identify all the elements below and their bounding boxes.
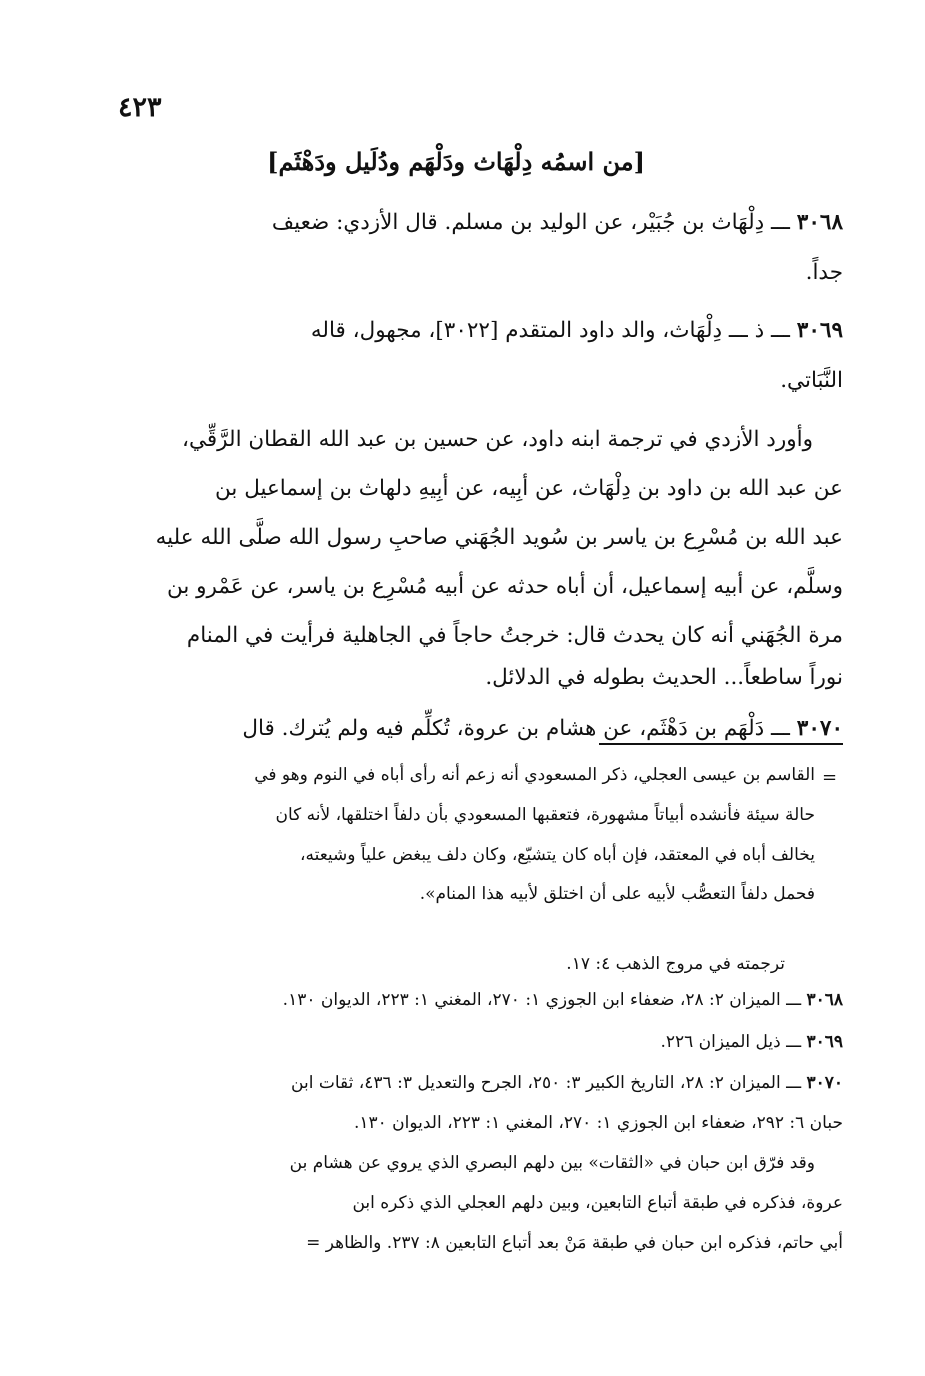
paragraph-line-1: وأورد الأزدي في ترجمة ابنه داود، عن حسين بن عبد الله القطان الرَّقِّي، — [182, 427, 813, 452]
footnote-3070-line-2: حبان ٦: ٢٩٢، ضعفاء ابن الجوزي ١: ٢٧٠، المغني ١: ٢٢٣، الديوان ١٣٠. — [353, 1113, 843, 1133]
footnote-number: ٣٠٦٩ — [806, 1032, 843, 1052]
footnote-cont-line-3: يخالف أباه في المعتقد، فإن أباه كان يتشيّع، وكان دلف يبغض علياً وشيعته، — [300, 845, 815, 865]
entry-number: ٣٠٧٠ — [796, 716, 843, 741]
paragraph-line-6: نوراً ساطعاً... الحديث بطوله في الدلائل. — [485, 665, 843, 690]
footnote-text: ـــ الميزان ٢: ٢٨، التاريخ الكبير ٣: ٢٥٠، الجرح والتعديل ٣: ٤٣٦، ثقات ابن — [291, 1073, 802, 1093]
entry-text: ـــ دَلْهَم بن دَهْثَم، عن هشام بن عروة، تُكلِّم فيه ولم يُترك. قال — [242, 716, 790, 741]
footnote-number: ٣٠٧٠ — [806, 1073, 843, 1093]
paragraph-line-3: عبد الله بن مُسْرِع بن ياسر بن سُويد الجُهَني صاحبِ رسول الله صلَّى الله عليه — [155, 525, 843, 550]
page-number: ٤٢٣ — [118, 92, 162, 123]
footnote-cont-line-2: حالة سيئة فأنشده أبياتاً مشهورة، فتعقبها المسعودي بأن دلفاً اختلقها، لأنه كان — [275, 805, 815, 825]
footnote-text: ـــ ذيل الميزان ٢٢٦. — [660, 1032, 802, 1052]
footnote-3070-line-3: وقد فرّق ابن حبان في «الثقات» بين دلهم البصري الذي يروي عن هشام بن — [289, 1153, 815, 1173]
entry-3069-line-2: النَّبَاتي. — [780, 368, 843, 393]
entry-3069-line-1 — [311, 320, 843, 342]
footnote-3068 — [283, 992, 843, 1009]
entry-3068-line-1 — [272, 212, 843, 234]
footnote-cont-line-5: ترجمته في مروج الذهب ٤: ١٧. — [566, 954, 785, 974]
footnote-number: ٣٠٦٨ — [806, 990, 843, 1010]
paragraph-line-2: عن عبد الله بن داود بن دِلْهَاث، عن أبِيه، عن أبِيهِ دلهاث بن إسماعيل بن — [215, 476, 843, 501]
footnote-cont-line-1: القاسم بن عيسى العجلي، ذكر المسعودي أنه زعم أنه رأى أباه في النوم وهو في — [254, 765, 815, 785]
entry-3068-line-2: جداً. — [805, 260, 843, 285]
footnote-separator — [599, 743, 843, 745]
paragraph-line-5: مرة الجُهَني أنه كان يحدث قال: خرجتُ حاجاً في الجاهلية فرأيت في المنام — [186, 623, 843, 648]
footnote-cont-line-4: فحمل دلفاً التعصُّب لأبيه على أن اختلق لأبيه هذا المنام». — [419, 884, 815, 904]
entry-3070-line-1 — [242, 718, 843, 740]
entry-number: ٣٠٦٨ — [796, 210, 843, 235]
entry-number: ٣٠٦٩ — [796, 318, 843, 343]
paragraph-line-4: وسلَّم، عن أبيه إسماعيل، أن أباه حدثه عن أبيه مُسْرِع بن ياسر، عن عَمْرو بن — [166, 574, 843, 599]
section-heading: [من اسمُه دِلْهَاث ودَلْهَم ودُلَيل ودَهْثَم] — [267, 147, 645, 176]
entry-text: ـــ دِلْهَاث بن جُبَيْر، عن الوليد بن مسلم. قال الأزدي: ضعيف — [271, 210, 790, 235]
footnote-3070-line-1 — [291, 1075, 843, 1092]
entry-text: ـــ ذ ـــ دِلْهَاث، والد داود المتقدم [٣٠٢٢]، مجهول، قاله — [310, 318, 790, 343]
footnote-3069 — [660, 1034, 843, 1051]
footnote-3070-line-5: أبي حاتم، فذكره ابن حبان في طبقة مَنْ بعد أتباع التابعين ٨: ٢٣٧. والظاهر = — [306, 1233, 843, 1253]
footnote-text: ـــ الميزان ٢: ٢٨، ضعفاء ابن الجوزي ١: ٢٧٠، المغني ١: ٢٢٣، الديوان ١٣٠. — [282, 990, 802, 1010]
continuation-mark: = — [822, 767, 838, 788]
footnote-3070-line-4: عروة، فذكره في طبقة أتباع التابعين، وبين دلهم العجلي الذي ذكره ابن — [352, 1193, 843, 1213]
